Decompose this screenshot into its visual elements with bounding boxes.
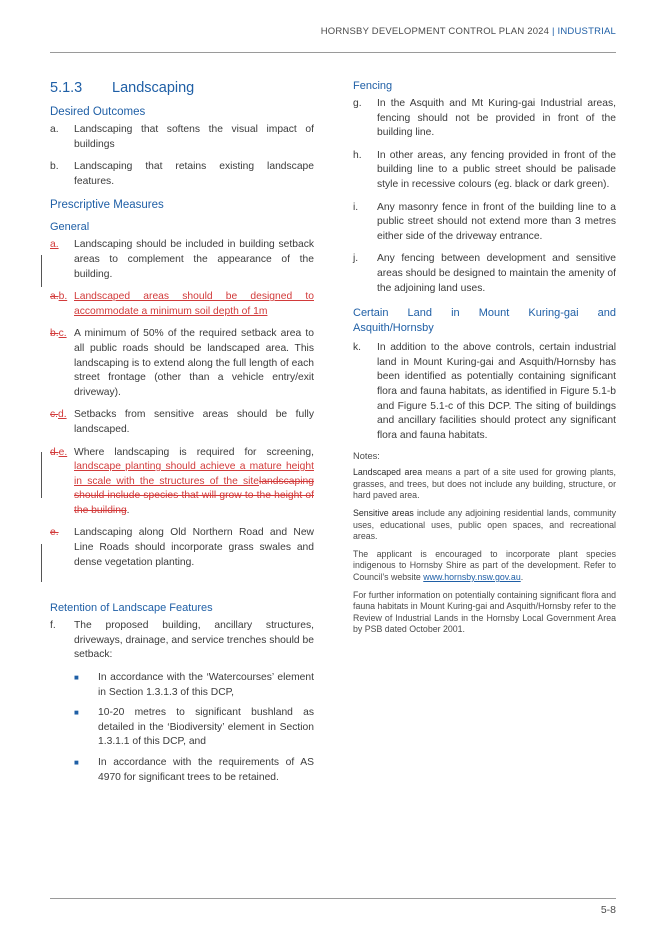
- deleted-label: a.: [50, 291, 59, 303]
- deleted-label: d.: [50, 446, 59, 458]
- note: Sensitive areas include any adjoining residential lands, community uses, educational uses, public open spaces, and recreational areas.: [353, 508, 616, 542]
- list-item: b.c. A minimum of 50% of the required setback area to all public roads should be landscaped area. This landscaping is to extend along the full length of each street frontage (other than a vehicle entry/exit driveway).: [50, 328, 314, 398]
- note: Landscaped area means a part of a site used for growing plants, grasses, and trees, but does not include any building, structure, or hard paved area.: [353, 467, 616, 501]
- inserted-label: a.: [50, 239, 59, 251]
- retention-heading: Retention of Landscape Features: [50, 602, 213, 615]
- list-item: c.d. Setbacks from sensitive areas should be fully landscaped.: [50, 409, 314, 435]
- inserted-label: c.: [58, 328, 67, 340]
- notes-heading: Notes:: [353, 451, 380, 462]
- inserted-label: d.: [58, 409, 67, 421]
- deleted-label: c.: [50, 409, 59, 421]
- document-title: HORNSBY DEVELOPMENT CONTROL PLAN 2024: [320, 26, 550, 37]
- section-number: 5.1.3: [50, 80, 83, 96]
- inserted-label: b.: [58, 291, 68, 303]
- page-number: 5-8: [600, 904, 616, 916]
- header-separator: |: [552, 26, 555, 37]
- desired-outcomes-heading: Desired Outcomes: [50, 106, 146, 118]
- inserted-text: landscape planting should achieve a mature height in scale with the structures of the site: [74, 461, 314, 487]
- list-item: a. Landscaping should be included in building setback areas to complement the appearance of the building.: [50, 239, 314, 280]
- list-item: f. The proposed building, ancillary structures, driveways, drainage, and service trenches should be setback:: [50, 620, 314, 661]
- note: The applicant is encouraged to incorporate plant species indigenous to Hornsby Shire as part of the development. Refer to Council’s website www.hornsby.nsw.gov.au.: [353, 548, 616, 583]
- list-item: b. Landscaping that retains existing landscape features.: [50, 161, 314, 187]
- note: For further information on potentially containing significant flora and fauna habitats in Mount Kuring-gai and Asquith/Hornsby refer to the Review of Industrial Lands in the Hornsby Local Government Area by PSB dated October 2001.: [353, 589, 616, 635]
- bullet-item: ■ In accordance with the requirements of AS 4970 for significant trees to be retained.: [74, 757, 314, 783]
- deleted-label: e.: [50, 527, 59, 539]
- change-bar: [41, 544, 42, 582]
- inserted-label: e.: [58, 446, 68, 458]
- deleted-label: b.: [50, 328, 59, 340]
- list-item: a. Landscaping that softens the visual impact of buildings: [50, 124, 314, 150]
- header-rule: [50, 52, 616, 53]
- section-title: Landscaping: [112, 80, 195, 96]
- right-column: [353, 80, 616, 642]
- change-bar: [41, 452, 42, 498]
- list-item: d.e. Where landscaping is required for screening, landscape planting should achieve a mature height in scale with the structures of the sitelandscaping should include species that will grow to the height of the building.: [50, 446, 314, 516]
- general-heading: General: [50, 221, 90, 234]
- list-item: [50, 290, 314, 319]
- council-website-link[interactable]: www.hornsby.nsw.gov.au: [423, 572, 521, 583]
- list-item: j. Any fencing between development and sensitive areas should be designed to maintain the amenity of the adjoining land uses.: [353, 253, 616, 294]
- list-item: i. Any masonry fence in front of the building line to a public street should not extend more than 3 metres either side of the driveway entrance.: [353, 201, 616, 242]
- prescriptive-measures-heading: Prescriptive Measures: [50, 199, 164, 212]
- section-heading: [50, 80, 314, 96]
- certain-land-heading: Certain Land in Mount Kuring-gai and Asquith/Hornsby: [353, 307, 616, 335]
- list-item: h. In other areas, any fencing provided in front of the building line to a public street should be palisade style in recessive colours (eg. black or dark green).: [353, 149, 616, 190]
- list-item: e. Landscaping along Old Northern Road and New Line Roads should incorporate grass swales and dense vegetation planting.: [50, 527, 314, 568]
- list-item: k. In addition to the above controls, certain industrial land in Mount Kuring-gai and Asquith/Hornsby has been identified as potentially containing significant flora and fauna habitats, as identified in Figure 5.1-b and Figure 5.1-c of this DCP. The siting of buildings and ancillary facilities should protect any significant flora and fauna habitats.: [353, 342, 616, 441]
- list-item: g. In the Asquith and Mt Kuring-gai Industrial areas, fencing should not be provided in front of the building line.: [353, 98, 616, 139]
- change-bar: [41, 255, 42, 287]
- deleted-text: landscaping should include species that will grow to the height of the building: [74, 475, 314, 516]
- fencing-heading: Fencing: [353, 80, 393, 92]
- bullet-item: ■ 10-20 metres to significant bushland as detailed in the ‘Biodiversity’ element in Section 1.3.1.1 of this DCP, and: [74, 707, 314, 748]
- bullet-list: [74, 671, 314, 785]
- running-header: [321, 26, 616, 37]
- bullet-item: ■ In accordance with the ‘Watercourses’ element in Section 1.3.1.3 of this DCP,: [74, 672, 314, 698]
- inserted-text: Landscaped areas should be designed to accommodate a minimum soil depth of 1m: [74, 291, 314, 317]
- footer-rule: [50, 898, 616, 899]
- left-column: [50, 72, 314, 791]
- header-section: INDUSTRIAL: [557, 26, 616, 37]
